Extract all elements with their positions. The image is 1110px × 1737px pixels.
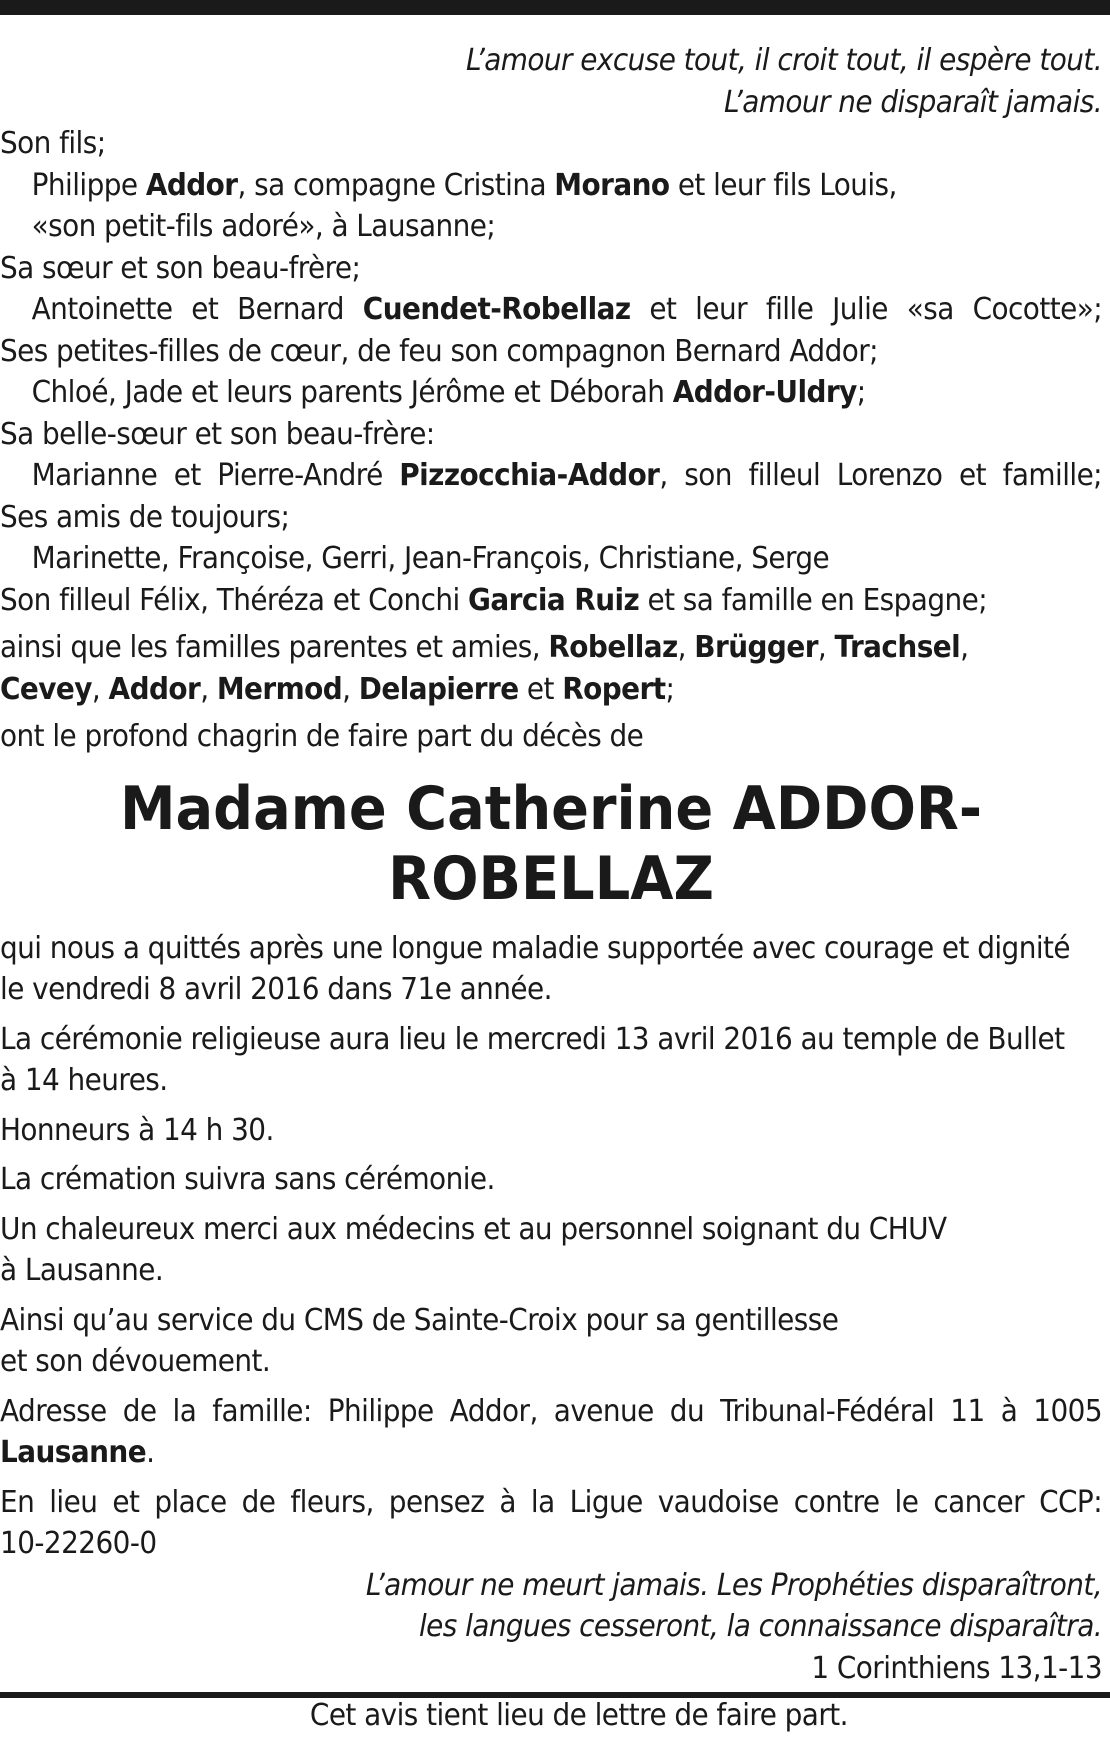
granddaughters-given: Chloé, Jade et leurs parents Jérôme et Déborah bbox=[31, 375, 673, 410]
death-line-1: qui nous a quittés après une longue maladie supportée avec courage et dignité bbox=[0, 930, 1071, 966]
family-name: Brügger bbox=[694, 630, 818, 665]
notice-statement: Cet avis tient lieu de lettre de faire part. bbox=[309, 1698, 848, 1733]
honours: Honneurs à 14 h 30. bbox=[0, 1112, 274, 1148]
family-name: Addor bbox=[108, 671, 201, 707]
sisterinlaw-surname: Pizzocchia-Addor bbox=[399, 458, 660, 493]
closing-verse-line-2: les langues cesseront, la connaissance disparaîtra. bbox=[418, 1609, 1103, 1644]
godson-line bbox=[0, 580, 1102, 622]
thanks-line-1: Un chaleureux merci aux médecins et au personnel soignant du CHUV bbox=[0, 1211, 947, 1247]
family-name: Delapierre bbox=[358, 671, 519, 707]
sisterinlaw-heading: Sa belle-sœur et son beau-frère: bbox=[0, 416, 435, 452]
granddaughters-line bbox=[0, 372, 1102, 414]
separator: , bbox=[91, 671, 109, 707]
notice-content bbox=[0, 40, 1102, 1737]
sister-tail: et leur fille Julie «sa Cocotte»; bbox=[630, 292, 1103, 327]
announcement: ont le profond chagrin de faire part du décès de bbox=[0, 719, 644, 754]
families-line-2 bbox=[0, 669, 1102, 711]
friends-heading: Ses amis de toujours; bbox=[0, 499, 290, 535]
godson-given: Son filleul Félix, Théréza et Conchi bbox=[0, 582, 469, 618]
thanks-line-2: à Lausanne. bbox=[0, 1253, 164, 1288]
address-city: Lausanne bbox=[0, 1435, 147, 1470]
sister-given: Antoinette et Bernard bbox=[31, 292, 363, 327]
cremation: La crémation suivra sans cérémonie. bbox=[0, 1162, 495, 1197]
cms-line-2: et son dévouement. bbox=[0, 1344, 271, 1379]
granddaughters-surname: Addor-Uldry bbox=[672, 375, 857, 410]
son-line-2: «son petit-fils adoré», à Lausanne; bbox=[31, 209, 496, 244]
godson-surname: Garcia Ruiz bbox=[468, 582, 640, 618]
sisterinlaw-given: Marianne et Pierre-André bbox=[31, 458, 400, 493]
address-tail: . bbox=[146, 1435, 155, 1470]
son-mid: , sa compagne Cristina bbox=[237, 167, 555, 203]
family-name: Trachsel bbox=[834, 630, 961, 665]
son-line bbox=[0, 165, 1102, 207]
families-line-1 bbox=[0, 627, 1102, 669]
sister-surname: Cuendet-Robellaz bbox=[362, 292, 631, 327]
death-line-2: le vendredi 8 avril 2016 dans 71e année. bbox=[0, 972, 552, 1007]
epigraph-line-2: L’amour ne disparaît jamais. bbox=[723, 84, 1103, 120]
bottom-rule bbox=[0, 1692, 1110, 1698]
sister-heading: Sa sœur et son beau-frère; bbox=[0, 250, 361, 286]
address-line-2 bbox=[0, 1432, 1102, 1474]
sisterinlaw-line bbox=[0, 455, 1102, 497]
deceased-name: Madame Catherine ADDOR-ROBELLAZ bbox=[119, 773, 983, 914]
family-name: Ropert bbox=[562, 671, 666, 707]
separator: et bbox=[518, 671, 563, 707]
address-line-1: Adresse de la famille: Philippe Addor, avenue du Tribunal-Fédéral 11 à 1005 bbox=[0, 1393, 1103, 1429]
son-surname: Addor bbox=[145, 167, 238, 203]
family-name: Mermod bbox=[216, 671, 343, 707]
godson-tail: et sa famille en Espagne; bbox=[639, 582, 988, 618]
son-tail: et leur fils Louis, bbox=[669, 167, 897, 203]
family-name: Robellaz bbox=[548, 630, 678, 665]
granddaughters-tail: ; bbox=[856, 375, 866, 410]
verse-reference: 1 Corinthiens 13,1-13 bbox=[811, 1650, 1103, 1686]
sisterinlaw-tail: , son filleul Lorenzo et famille; bbox=[659, 458, 1103, 493]
separator: , bbox=[817, 630, 835, 665]
separator: , bbox=[200, 671, 217, 707]
epigraph-line-1: L’amour excuse tout, il croit tout, il espère tout. bbox=[465, 43, 1103, 78]
son-given: Philippe bbox=[31, 167, 146, 203]
separator: , bbox=[960, 630, 969, 665]
family-name: Cevey bbox=[0, 671, 92, 707]
families-intro: ainsi que les familles parentes et amies, bbox=[0, 630, 549, 665]
sister-line bbox=[0, 289, 1102, 331]
ceremony-line-2: à 14 heures. bbox=[0, 1063, 168, 1098]
cms-line-1: Ainsi qu’au service du CMS de Sainte-Croix pour sa gentillesse bbox=[0, 1302, 839, 1338]
separator: ; bbox=[665, 671, 675, 707]
closing-verse-line-1: L’amour ne meurt jamais. Les Prophéties disparaîtront, bbox=[365, 1567, 1103, 1603]
friends-line: Marinette, Françoise, Gerri, Jean-François, Christiane, Serge bbox=[31, 541, 830, 576]
granddaughters-heading: Ses petites-filles de cœur, de feu son compagnon Bernard Addor; bbox=[0, 333, 878, 369]
son-heading: Son fils; bbox=[0, 126, 106, 161]
top-rule bbox=[0, 0, 1110, 15]
companion-surname: Morano bbox=[554, 167, 670, 203]
separator: , bbox=[677, 630, 695, 665]
ceremony-line-1: La cérémonie religieuse aura lieu le mercredi 13 avril 2016 au temple de Bullet bbox=[0, 1021, 1065, 1057]
flowers-line-2: 10-22260-0 bbox=[0, 1526, 157, 1561]
separator: , bbox=[342, 671, 359, 707]
flowers-line-1: En lieu et place de fleurs, pensez à la Ligue vaudoise contre le cancer CCP: bbox=[0, 1484, 1103, 1520]
